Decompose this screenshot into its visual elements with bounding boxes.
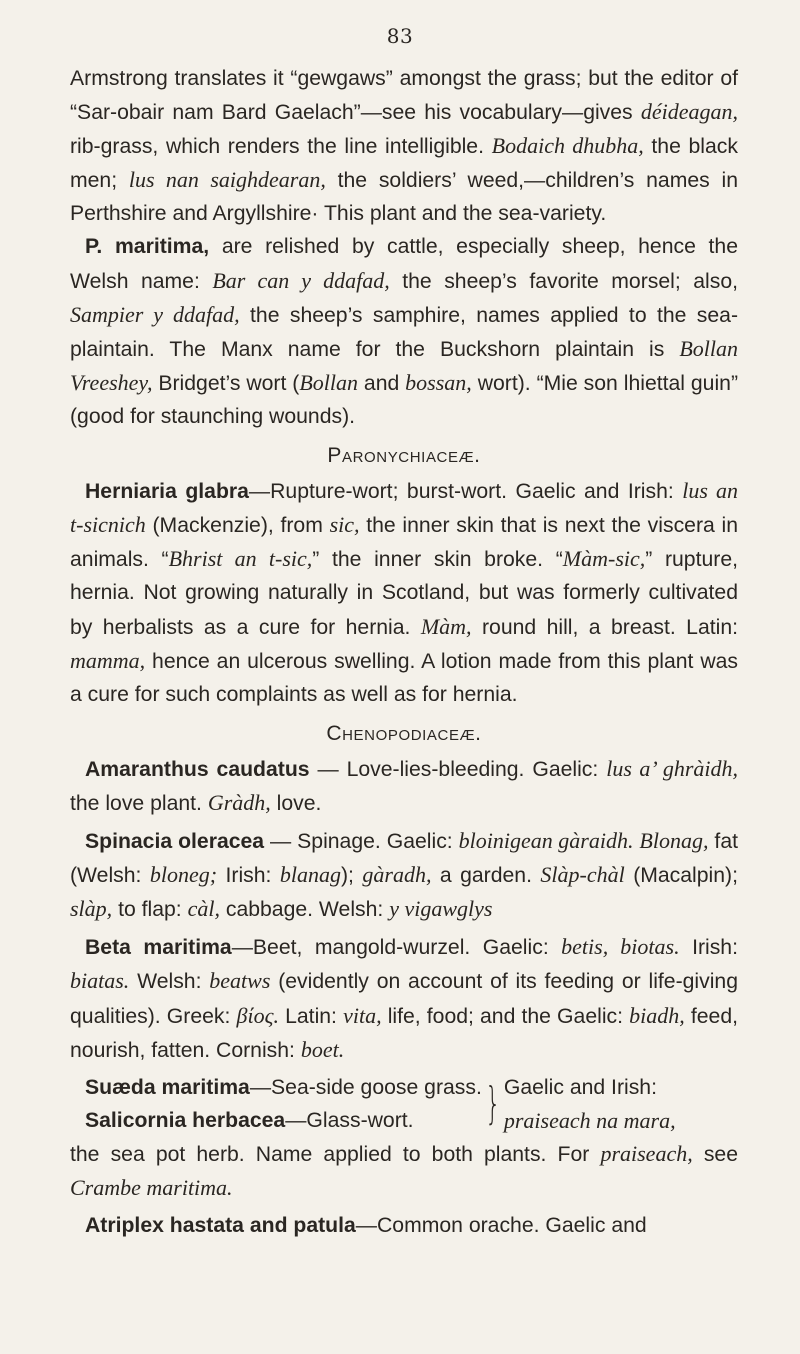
vernacular-term: déideagan, bbox=[640, 99, 738, 125]
vernacular-term: Bodaich dhubha, bbox=[491, 133, 644, 159]
text-run: —Rupture-wort; burst-wort. Gaelic and Irish: bbox=[248, 480, 683, 504]
vernacular-term: blanag bbox=[279, 862, 341, 888]
text-run: and bbox=[358, 371, 406, 395]
paragraph-herniaria bbox=[70, 474, 738, 711]
bracketed-species bbox=[85, 1071, 482, 1137]
text-run: a garden. bbox=[431, 864, 541, 888]
vernacular-term: lus an t-sicnich bbox=[70, 478, 738, 538]
vernacular-term: vita, bbox=[343, 1002, 382, 1028]
text-run: love. bbox=[270, 791, 322, 815]
suaeda-name: Suæda maritima bbox=[85, 1075, 250, 1099]
text-run: are relished by cattle, especially sheep, hence the Welsh name: bbox=[70, 235, 738, 293]
salicornia-desc: —Glass-wort. bbox=[285, 1108, 414, 1132]
vernacular-term: boet. bbox=[300, 1036, 345, 1062]
curly-brace-icon: } bbox=[485, 1077, 501, 1129]
vernacular-term: bossan, bbox=[405, 369, 472, 395]
vernacular-term: biadh, bbox=[629, 1002, 685, 1028]
text-run: life, food; and the Gaelic: bbox=[381, 1004, 630, 1028]
vernacular-term: beatws bbox=[209, 968, 271, 994]
bracket-note-b: praiseach na mara, bbox=[503, 1107, 676, 1133]
text-run: the soldiers’ weed,—children’s names in Perthshire and Argyllshire· This plant and the sea-variety. bbox=[70, 169, 738, 226]
text-run: rib-grass, which renders the line intelligible. bbox=[70, 135, 492, 159]
vernacular-term: bloinigean gàraidh. bbox=[458, 828, 634, 854]
vernacular-term: Gràdh, bbox=[207, 789, 271, 815]
text-run: Bridget’s wort ( bbox=[152, 371, 300, 395]
paragraph-atriplex bbox=[70, 1209, 738, 1242]
species-name: Herniaria glabra bbox=[85, 480, 249, 504]
species-name: Spinacia oleracea bbox=[85, 830, 265, 854]
vernacular-term: càl, bbox=[187, 896, 220, 922]
text-run: Latin: bbox=[279, 1004, 344, 1028]
vernacular-term: betis, biotas. bbox=[561, 934, 680, 960]
vernacular-term: lus nan saighdearan, bbox=[128, 167, 326, 193]
text-run: Welsh: bbox=[129, 970, 210, 994]
vernacular-term: Slàp-chàl bbox=[540, 862, 625, 888]
vernacular-term: βίος. bbox=[236, 1002, 279, 1028]
text-run: the love plant. bbox=[70, 791, 208, 815]
species-name: Beta maritima bbox=[85, 936, 232, 960]
vernacular-term: Bhrist an t-sic, bbox=[168, 546, 313, 572]
vernacular-term: sic, bbox=[329, 512, 360, 538]
text-run: Irish: bbox=[217, 864, 280, 888]
text-run: the sea pot herb. Name applied to both plants. For bbox=[70, 1142, 601, 1166]
text-run: (Macalpin); bbox=[624, 864, 738, 888]
paragraph-spinacia bbox=[70, 824, 738, 926]
vernacular-term: bloneg; bbox=[149, 862, 218, 888]
vernacular-term: gàradh, bbox=[362, 862, 432, 888]
text-run: ” the inner skin broke. “ bbox=[312, 548, 563, 572]
bracketed-entry bbox=[70, 1071, 738, 1137]
species-name: P. maritima, bbox=[85, 235, 210, 259]
text-run: the sheep’s favorite morsel; also, bbox=[389, 269, 738, 293]
vernacular-term: lus a’ ghràidh, bbox=[606, 755, 738, 781]
vernacular-term: slàp, bbox=[70, 896, 113, 922]
body-text bbox=[70, 62, 738, 1242]
vernacular-term: Blonag, bbox=[639, 828, 709, 854]
suaeda-desc: —Sea-side goose grass. bbox=[249, 1075, 482, 1099]
text-run: — Spinage. Gaelic: bbox=[264, 830, 459, 854]
vernacular-term: Sampier y ddafad, bbox=[70, 301, 240, 327]
vernacular-term: y vigawglys bbox=[389, 896, 493, 922]
text-run: wort). “Mie son lhiettal guin” (good for staunching wounds). bbox=[70, 371, 739, 428]
paragraph-maritima bbox=[70, 230, 738, 433]
text-run: (evidently on account of its feeding or life-giving qualities). Greek: bbox=[70, 970, 738, 1028]
salicornia-name: Salicornia herbacea bbox=[85, 1108, 286, 1132]
text-run: ” rupture, hernia. Not growing naturally in Scotland, but was formerly cultivated by herbalists as a cure for hernia. bbox=[70, 548, 738, 639]
species-name: Atriplex hastata and patula bbox=[85, 1214, 356, 1238]
text-run: Irish: bbox=[679, 936, 738, 960]
text-run: round hill, a breast. Latin: bbox=[471, 615, 738, 639]
paragraph-praiseach bbox=[70, 1137, 738, 1205]
vernacular-term: praiseach, bbox=[600, 1140, 693, 1166]
paragraph-plantain bbox=[70, 62, 738, 230]
text-run: — Love-lies-bleeding. Gaelic: bbox=[309, 757, 607, 781]
text-run: cabbage. Welsh: bbox=[219, 898, 390, 922]
vernacular-term: Bar can y ddafad, bbox=[212, 267, 390, 293]
bracket-note bbox=[504, 1071, 738, 1137]
suaeda-line bbox=[85, 1071, 482, 1104]
text-run: to flap: bbox=[112, 898, 188, 922]
text-run: the black men; bbox=[70, 135, 738, 193]
text-run: see bbox=[692, 1142, 738, 1166]
salicornia-line bbox=[85, 1104, 482, 1137]
vernacular-term: Màm-sic, bbox=[562, 546, 646, 572]
vernacular-term: Màm, bbox=[420, 613, 472, 639]
vernacular-term: mamma, bbox=[70, 647, 146, 673]
text-run: —Beet, mangold-wurzel. Gaelic: bbox=[231, 936, 562, 960]
bracket-note-a: Gaelic and Irish: bbox=[503, 1075, 657, 1099]
text-run: Armstrong translates it “gewgaws” amongst the grass; but the editor of “Sar-obair nam Bard Gaelach”—see his vocabulary—gives bbox=[70, 67, 738, 125]
vernacular-term: biatas. bbox=[70, 968, 130, 994]
section-heading-chenopodiaceae: Chenopodiaceæ. bbox=[326, 721, 482, 745]
vernacular-term: Bollan bbox=[299, 369, 358, 395]
text-run: the inner skin that is next the viscera in animals. “ bbox=[70, 514, 738, 572]
text-run: ); bbox=[341, 864, 363, 888]
page-number: 83 bbox=[386, 24, 414, 48]
text-run: the sheep’s samphire, names applied to the sea-plaintain. The Manx name for the Buckshorn plaintain is bbox=[70, 303, 739, 361]
text-run: —Common orache. Gaelic and bbox=[355, 1214, 647, 1238]
text-run: feed, nourish, fatten. Cornish: bbox=[70, 1004, 738, 1062]
paragraph-amaranthus bbox=[70, 752, 738, 820]
species-name: Amaranthus caudatus bbox=[85, 757, 310, 781]
text-run: hence an ulcerous swelling. A lotion made from this plant was a cure for such complaints as well as for hernia. bbox=[70, 649, 738, 706]
section-heading-paronychiaceae: Paronychiaceæ. bbox=[327, 444, 481, 468]
text-run: (Mackenzie), from bbox=[145, 514, 330, 538]
vernacular-term: Crambe maritima. bbox=[70, 1175, 233, 1200]
vernacular-term: Bollan Vreeshey, bbox=[70, 335, 738, 395]
text-run: fat (Welsh: bbox=[70, 830, 738, 888]
paragraph-beta bbox=[70, 930, 738, 1066]
